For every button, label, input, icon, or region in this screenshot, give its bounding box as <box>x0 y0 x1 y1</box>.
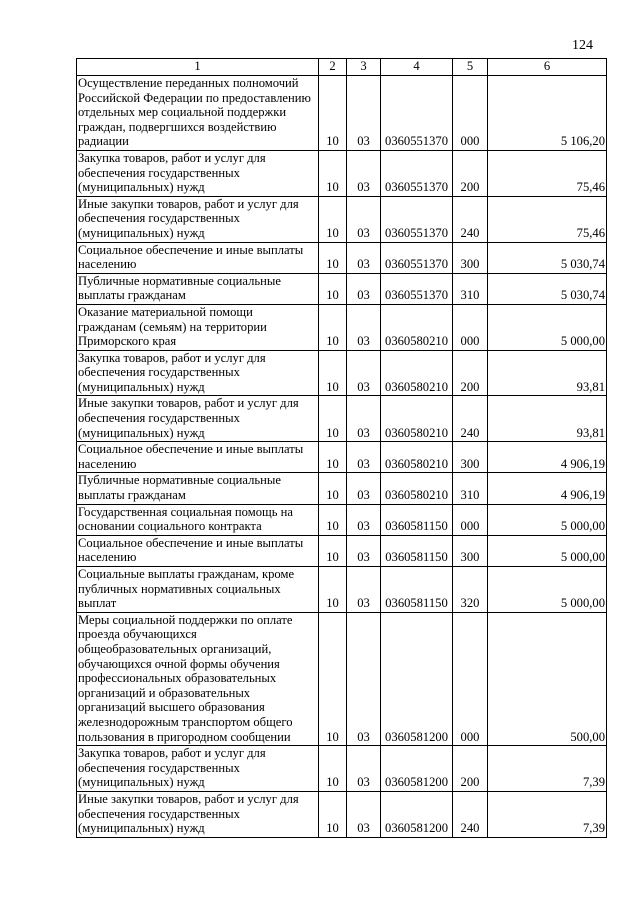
header-col-6: 6 <box>488 59 607 76</box>
row-name: Социальное обеспечение и иные выплаты населению <box>77 442 319 473</box>
table-row <box>77 196 607 242</box>
header-col-3: 3 <box>347 59 381 76</box>
row-section: 10 <box>319 350 347 396</box>
row-subsection: 03 <box>347 150 381 196</box>
row-expense-type: 000 <box>453 504 488 535</box>
row-section: 10 <box>319 442 347 473</box>
row-expense-type: 310 <box>453 273 488 304</box>
row-expense-type: 320 <box>453 567 488 613</box>
row-subsection: 03 <box>347 442 381 473</box>
row-subsection: 03 <box>347 504 381 535</box>
row-amount: 500,00 <box>488 612 607 745</box>
row-target-code: 0360551370 <box>381 196 453 242</box>
row-expense-type: 200 <box>453 150 488 196</box>
row-subsection: 03 <box>347 396 381 442</box>
row-expense-type: 310 <box>453 473 488 504</box>
row-section: 10 <box>319 791 347 837</box>
row-name: Публичные нормативные социальные выплаты гражданам <box>77 473 319 504</box>
row-subsection: 03 <box>347 350 381 396</box>
row-target-code: 0360551370 <box>381 242 453 273</box>
row-subsection: 03 <box>347 304 381 350</box>
row-section: 10 <box>319 504 347 535</box>
row-expense-type: 300 <box>453 535 488 566</box>
table-row <box>77 396 607 442</box>
header-col-1: 1 <box>77 59 319 76</box>
row-name: Социальные выплаты гражданам, кроме публичных нормативных социальных выплат <box>77 567 319 613</box>
row-target-code: 0360580210 <box>381 473 453 504</box>
row-subsection: 03 <box>347 273 381 304</box>
table-row <box>77 304 607 350</box>
table-row <box>77 746 607 792</box>
row-target-code: 0360581150 <box>381 535 453 566</box>
row-expense-type: 000 <box>453 304 488 350</box>
row-amount: 5 030,74 <box>488 273 607 304</box>
row-target-code: 0360580210 <box>381 304 453 350</box>
row-target-code: 0360581200 <box>381 791 453 837</box>
budget-table <box>76 58 607 838</box>
table-row <box>77 504 607 535</box>
table-row <box>77 473 607 504</box>
row-target-code: 0360580210 <box>381 396 453 442</box>
row-name: Осуществление переданных полномочий Российской Федерации по предоставлению отдельных мер социальной поддержки граждан, подвергшихся воздействию радиации <box>77 76 319 151</box>
row-section: 10 <box>319 612 347 745</box>
row-amount: 7,39 <box>488 791 607 837</box>
row-section: 10 <box>319 273 347 304</box>
row-name: Иные закупки товаров, работ и услуг для обеспечения государственных (муниципальных) нужд <box>77 396 319 442</box>
row-expense-type: 240 <box>453 196 488 242</box>
row-name: Иные закупки товаров, работ и услуг для обеспечения государственных (муниципальных) нужд <box>77 791 319 837</box>
row-name: Закупка товаров, работ и услуг для обеспечения государственных (муниципальных) нужд <box>77 150 319 196</box>
page-number: 124 <box>572 38 593 53</box>
table-row <box>77 242 607 273</box>
row-name: Иные закупки товаров, работ и услуг для обеспечения государственных (муниципальных) нужд <box>77 196 319 242</box>
row-section: 10 <box>319 150 347 196</box>
row-amount: 5 106,20 <box>488 76 607 151</box>
row-section: 10 <box>319 76 347 151</box>
row-target-code: 0360551370 <box>381 273 453 304</box>
row-expense-type: 200 <box>453 350 488 396</box>
row-expense-type: 200 <box>453 746 488 792</box>
row-subsection: 03 <box>347 196 381 242</box>
row-amount: 5 030,74 <box>488 242 607 273</box>
row-subsection: 03 <box>347 791 381 837</box>
row-name: Оказание материальной помощи гражданам (семьям) на территории Приморского края <box>77 304 319 350</box>
row-target-code: 0360580210 <box>381 442 453 473</box>
table-row <box>77 273 607 304</box>
header-row <box>77 59 607 76</box>
row-amount: 75,46 <box>488 196 607 242</box>
row-target-code: 0360581200 <box>381 746 453 792</box>
row-subsection: 03 <box>347 76 381 151</box>
row-name: Социальное обеспечение и иные выплаты населению <box>77 242 319 273</box>
row-amount: 7,39 <box>488 746 607 792</box>
row-subsection: 03 <box>347 473 381 504</box>
row-amount: 5 000,00 <box>488 304 607 350</box>
row-amount: 5 000,00 <box>488 504 607 535</box>
row-subsection: 03 <box>347 535 381 566</box>
row-expense-type: 240 <box>453 791 488 837</box>
row-amount: 93,81 <box>488 350 607 396</box>
row-section: 10 <box>319 473 347 504</box>
row-subsection: 03 <box>347 242 381 273</box>
row-target-code: 0360581200 <box>381 612 453 745</box>
row-section: 10 <box>319 242 347 273</box>
header-col-4: 4 <box>381 59 453 76</box>
row-target-code: 0360580210 <box>381 350 453 396</box>
row-amount: 93,81 <box>488 396 607 442</box>
row-amount: 4 906,19 <box>488 442 607 473</box>
row-name: Социальное обеспечение и иные выплаты населению <box>77 535 319 566</box>
row-subsection: 03 <box>347 612 381 745</box>
row-amount: 5 000,00 <box>488 535 607 566</box>
row-expense-type: 000 <box>453 76 488 151</box>
header-col-2: 2 <box>319 59 347 76</box>
row-expense-type: 300 <box>453 442 488 473</box>
table-row <box>77 150 607 196</box>
table-row <box>77 442 607 473</box>
table-row <box>77 567 607 613</box>
header-col-5: 5 <box>453 59 488 76</box>
table-row <box>77 76 607 151</box>
row-section: 10 <box>319 746 347 792</box>
table-row <box>77 791 607 837</box>
row-amount: 5 000,00 <box>488 567 607 613</box>
row-name: Меры социальной поддержки по оплате проезда обучающихся общеобразовательных организаций, обучающихся очной формы обучения профессиональных образовательных организаций и образовательных организаций высшего образования железнодорожным транспортом общего пользования в пригородном сообщении <box>77 612 319 745</box>
row-target-code: 0360581150 <box>381 567 453 613</box>
row-amount: 4 906,19 <box>488 473 607 504</box>
row-target-code: 0360551370 <box>381 150 453 196</box>
table-row <box>77 612 607 745</box>
row-name: Публичные нормативные социальные выплаты гражданам <box>77 273 319 304</box>
row-subsection: 03 <box>347 746 381 792</box>
row-section: 10 <box>319 304 347 350</box>
row-name: Закупка товаров, работ и услуг для обеспечения государственных (муниципальных) нужд <box>77 350 319 396</box>
row-amount: 75,46 <box>488 150 607 196</box>
row-section: 10 <box>319 535 347 566</box>
row-expense-type: 240 <box>453 396 488 442</box>
table-row <box>77 535 607 566</box>
row-section: 10 <box>319 196 347 242</box>
row-expense-type: 300 <box>453 242 488 273</box>
row-subsection: 03 <box>347 567 381 613</box>
row-name: Закупка товаров, работ и услуг для обеспечения государственных (муниципальных) нужд <box>77 746 319 792</box>
row-section: 10 <box>319 396 347 442</box>
row-section: 10 <box>319 567 347 613</box>
row-expense-type: 000 <box>453 612 488 745</box>
row-target-code: 0360581150 <box>381 504 453 535</box>
row-name: Государственная социальная помощь на основании социального контракта <box>77 504 319 535</box>
row-target-code: 0360551370 <box>381 76 453 151</box>
table-row <box>77 350 607 396</box>
